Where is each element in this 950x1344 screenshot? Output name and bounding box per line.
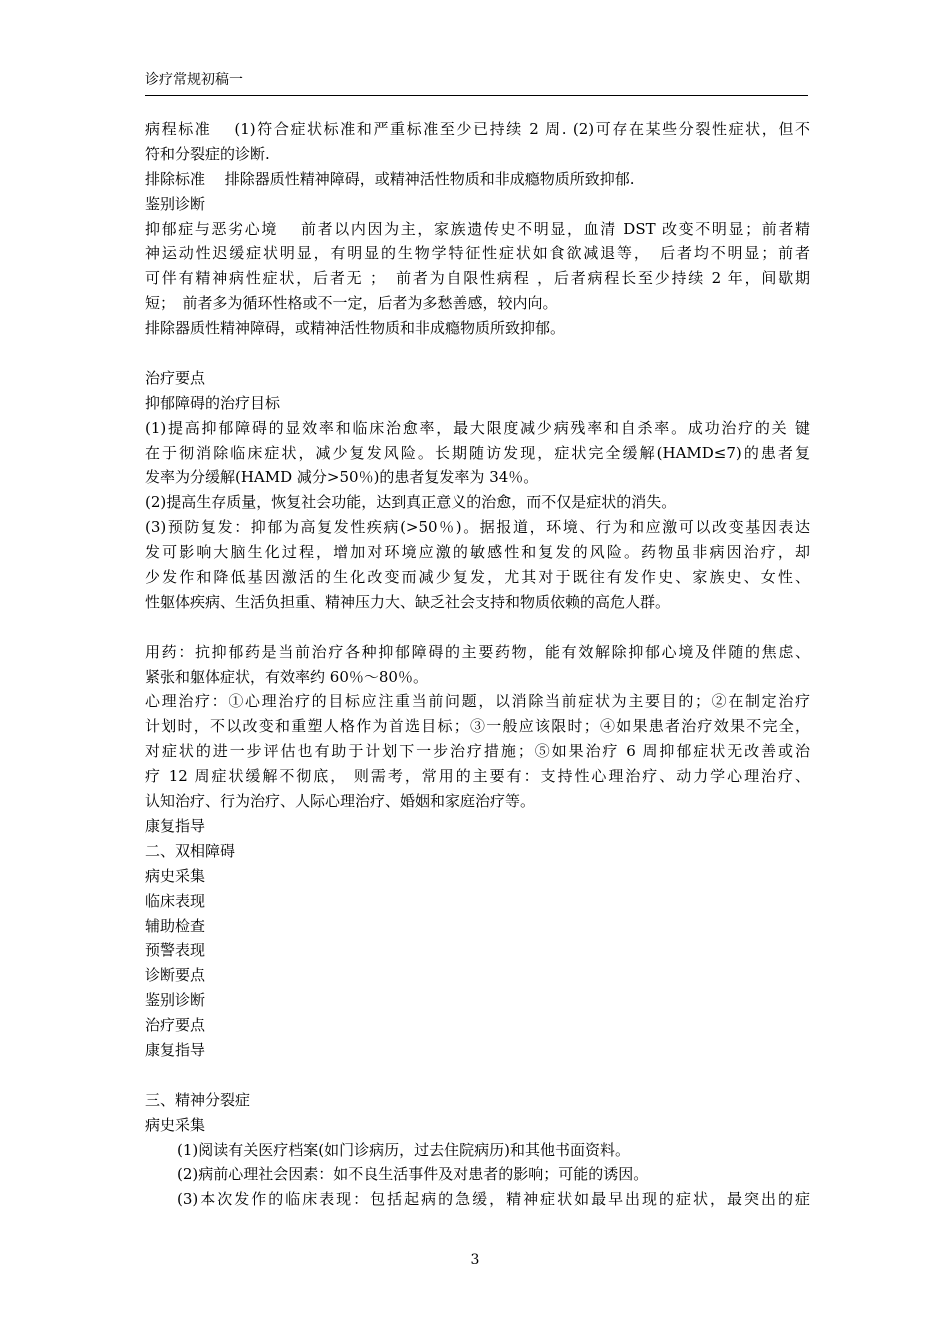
text-line: 诊断要点 [145,966,206,985]
text-line: 符和分裂症的诊断. [145,144,270,163]
text-line: (1)提高抑郁障碍的显效率和临床治愈率，最大限度减少病残率和自杀率。成功治疗的关 键 [145,418,810,437]
text-line: 计划时，不以改变和重塑人格作为首选目标；③一般应该限时；④如果患者治疗效果不完全， [145,717,810,736]
page-number: 3 [470,1252,480,1268]
text-line: (2)提高生存质量，恢复社会功能，达到真正意义的治愈，而不仅是症状的消失。 [145,493,677,512]
header-rule [145,95,808,96]
document-body [145,117,810,1212]
text-line: 对症状的进一步评估也有助于计划下一步治疗措施；⑤如果治疗 6 周抑郁症状无改善或治 [145,742,810,761]
text-line: (2)病前心理社会因素：如不良生活事件及对患者的影响；可能的诱因。 [177,1165,649,1184]
text-line: 性躯体疾病、生活负担重、精神压力大、缺乏社会支持和物质依赖的高危人群。 [145,592,671,611]
text-line: 病史采集 [145,866,206,885]
text-line: 康复指导 [145,1040,206,1059]
text-line: (3)预防复发：抑郁为高复发性疾病(>50％)。据报道，环境、行为和应激可以改变基因表达 [145,518,810,537]
text-line: 用药：抗抑郁药是当前治疗各种抑郁障碍的主要药物，能有效解除抑郁心境及伴随的焦虑、 [145,642,810,661]
text-line: 抑郁症与恶劣心境 前者以内因为主，家族遗传史不明显，血清 DST 改变不明显；前者精 [145,219,810,238]
text-line: (3)本次发作的临床表现：包括起病的急缓，精神症状如最早出现的症状，最突出的症 [177,1190,810,1209]
text-line: 鉴别诊断 [145,991,206,1010]
text-line: 紧张和躯体症状，有效率约 60％～80％。 [145,667,428,686]
running-header: 诊疗常规初稿一 [145,72,243,88]
text-line: 疗 12 周症状缓解不彻底， 则需考，常用的主要有：支持性心理治疗、动力学心理治疗、 [145,767,810,786]
blank-line [145,341,810,366]
text-line: (1)阅读有关医疗档案(如门诊病历，过去住院病历)和其他书面资料。 [177,1140,630,1159]
text-line: 预警表现 [145,941,206,960]
text-line: 神运动性迟缓症状明显，有明显的生物学特征性症状如食欲减退等， 后者均不明显；前者 [145,244,810,263]
text-line: 二、双相障碍 [145,841,236,860]
text-line: 在于彻消除临床症状，减少复发风险。长期随访发现，症状完全缓解(HAMD≤7)的患者复 [145,443,810,462]
text-line: 治疗要点 [145,368,206,387]
text-line: 认知治疗、行为治疗、人际心理治疗、婚姻和家庭治疗等。 [145,792,536,811]
text-line: 短； 前者多为循环性格或不一定，后者为多愁善感，较内向。 [145,294,558,313]
text-line: 排除标准 排除器质性精神障碍，或精神活性物质和非成瘾物质所致抑郁. [145,169,635,188]
text-line: 三、精神分裂症 [145,1090,251,1109]
text-line: 抑郁障碍的治疗目标 [145,393,281,412]
text-line: 病程标准 (1)符合症状标准和严重标准至少已持续 2 周. (2)可存在某些分裂性症状，但不 [145,120,810,138]
text-line: 康复指导 [145,816,206,835]
text-line: 治疗要点 [145,1016,206,1035]
blank-line [145,1063,810,1088]
blank-line [145,615,810,640]
text-line: 排除器质性精神障碍，或精神活性物质和非成瘾物质所致抑郁。 [145,319,566,338]
text-line: 发率为分缓解(HAMD 减分>50％)的患者复发率为 34％。 [145,468,539,487]
text-line: 病史采集 [145,1115,206,1134]
text-line: 发可影响大脑生化过程，增加对环境应激的敏感性和复发的风险。药物虽非病因治疗，却 [145,543,810,562]
text-line: 辅助检查 [145,916,206,935]
text-line: 少发作和降低基因激活的生化改变而减少复发，尤其对于既往有发作史、家族史、女性、 [145,568,810,587]
text-line: 可伴有精神病性症状，后者无 ； 前者为自限性病程 ，后者病程长至少持续 2 年，间歇期 [145,269,810,288]
text-line: 心理治疗：①心理治疗的目标应注重当前问题，以消除当前症状为主要目的；②在制定治疗 [145,692,810,711]
text-line: 鉴别诊断 [145,194,206,213]
text-line: 临床表现 [145,891,206,910]
